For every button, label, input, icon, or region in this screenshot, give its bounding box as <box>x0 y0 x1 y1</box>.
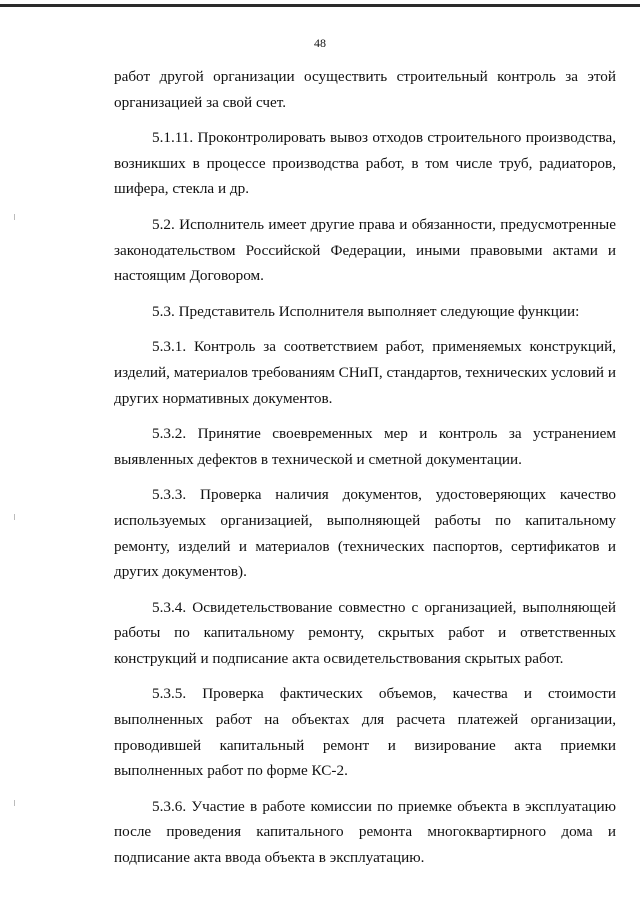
paragraph-5-3-5: 5.3.5. Проверка фактических объемов, качества и стоимости выполненных работ на объектах для расчета платежей организации, проводившей капитальный ремонт и визирование акта приемки выполненных работ по форме КС-2. <box>114 685 616 780</box>
page-number: 48 <box>314 36 326 50</box>
paragraph-5-3-1: 5.3.1. Контроль за соответствием работ, применяемых конструкций, изделий, материалов требованиям СНиП, стандартов, технических условий и других нормативных документов. <box>114 338 616 407</box>
document-body <box>114 64 616 871</box>
paragraph-5-3-2: 5.3.2. Принятие своевременных мер и контроль за устранением выявленных дефектов в технической и сметной документации. <box>114 425 616 468</box>
paragraph-5-3-4: 5.3.4. Освидетельствование совместно с организацией, выполняющей работы по капитальному ремонту, скрытых работ и ответственных конструкций и подписание акта освидетельствования скрытых работ. <box>114 598 616 667</box>
paragraph-5-3-6: 5.3.6. Участие в работе комиссии по приемке объекта в эксплуатацию после проведения капитального ремонта многоквартирного дома и подписание акта ввода объекта в эксплуатацию. <box>114 797 616 867</box>
paragraph-5-3-3: 5.3.3. Проверка наличия документов, удостоверяющих качество используемых организацией, выполняющей работы по капитальному ремонту, изделий и материалов (технических паспортов, сертификатов и других документов). <box>114 486 616 581</box>
paragraph-5-2: 5.2. Исполнитель имеет другие права и обязанности, предусмотренные законодательством Российской Федерации, иными правовыми актами и настоящим Договором. <box>114 215 616 285</box>
scan-margin-mark <box>14 214 15 220</box>
scan-margin-mark <box>14 514 15 520</box>
paragraph-5-3: 5.3. Представитель Исполнителя выполняет следующие функции: <box>152 302 580 320</box>
paragraph-5-1-11: 5.1.11. Проконтролировать вывоз отходов строительного производства, возникших в процессе производства работ, в том числе труб, радиаторов, шифера, стекла и др. <box>114 129 616 198</box>
top-border-line <box>0 4 640 7</box>
scan-margin-mark <box>14 800 15 806</box>
paragraph-continuation: работ другой организации осуществить строительный контроль за этой организацией за свой счет. <box>114 68 616 111</box>
